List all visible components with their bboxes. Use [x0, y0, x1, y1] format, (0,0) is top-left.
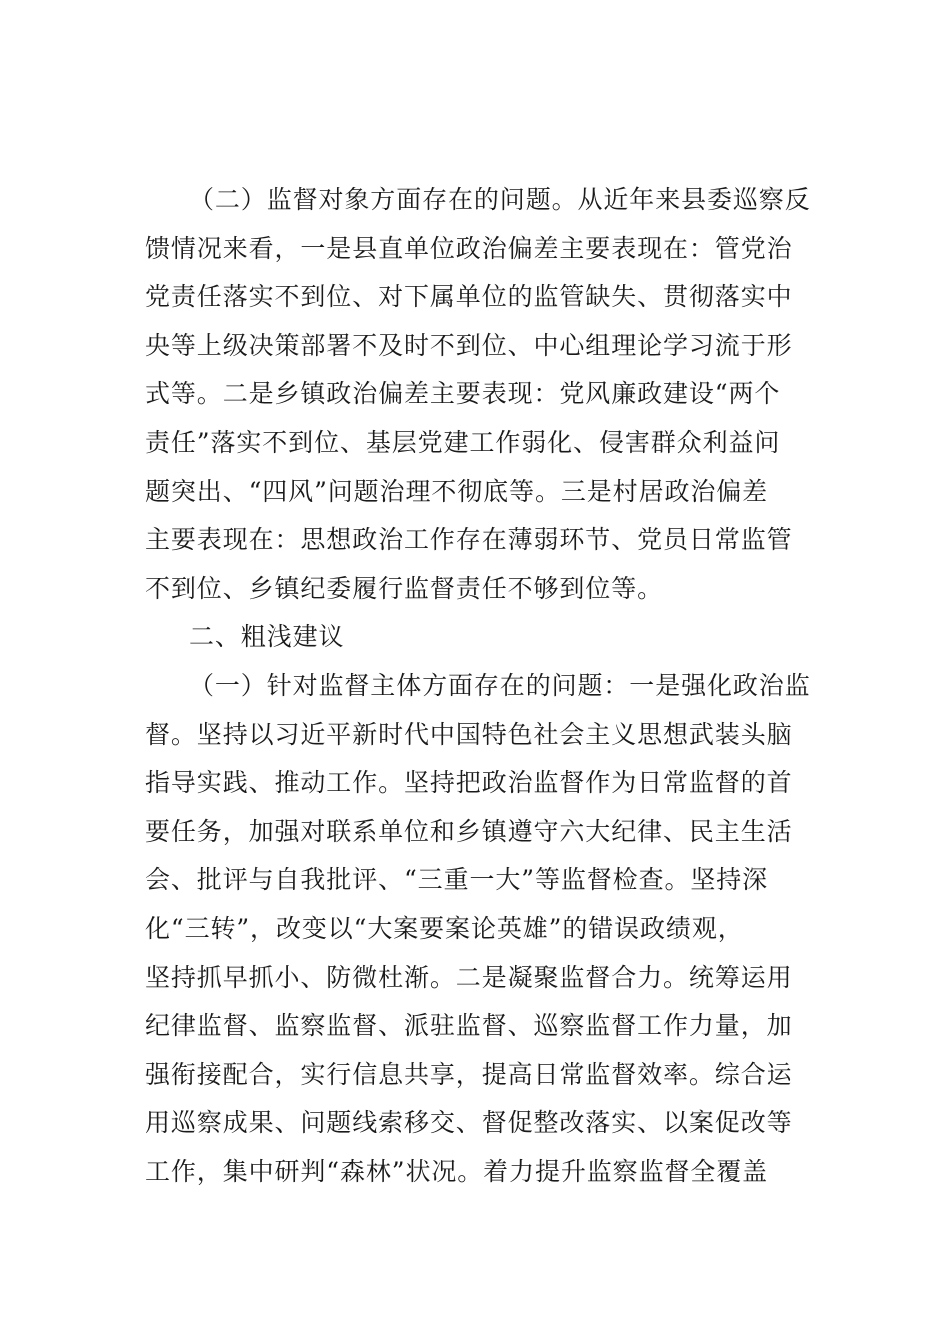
text-line: 党责任落实不到位、对下属单位的监管缺失、贯彻落实中 [145, 282, 793, 312]
text-line: 不到位、乡镇纪委履行监督责任不够到位等。 [145, 573, 664, 603]
paragraph-supervision-targets [145, 176, 811, 613]
text-line: （二）监督对象方面存在的问题。从近年来县委巡察反 [189, 185, 811, 214]
text-line: （一）针对监督主体方面存在的问题：一是强化政治监 [189, 670, 811, 700]
text-line: 会、批评与自我批评、“三重一大”等监督检查。坚持深 [145, 865, 769, 895]
heading-line: 二、粗浅建议 [189, 622, 345, 652]
paragraph-supervision-subject-suggestions [145, 662, 811, 1197]
text-line: 央等上级决策部署不及时不到位、中心组理论学习流于形 [145, 330, 793, 360]
text-line: 坚持抓早抓小、防微杜渐。二是凝聚监督合力。统筹运用 [145, 962, 793, 992]
text-line: 化“三转”，改变以“大案要案论英雄”的错误政绩观， [145, 913, 744, 943]
text-line: 纪律监督、监察监督、派驻监督、巡察监督工作力量，加 [145, 1011, 793, 1041]
text-line: 用巡察成果、问题线索移交、督促整改落实、以案促改等 [145, 1108, 793, 1138]
section-heading-suggestions [145, 613, 807, 662]
text-line: 馈情况来看，一是县直单位政治偏差主要表现在：管党治 [145, 233, 793, 263]
text-line: 题突出、“四风”问题治理不彻底等。三是村居政治偏差 [145, 476, 769, 506]
document-body [145, 176, 811, 1196]
text-line: 主要表现在：思想政治工作存在薄弱环节、党员日常监管 [145, 525, 793, 555]
text-line: 要任务，加强对联系单位和乡镇遵守六大纪律、民主生活 [145, 816, 793, 846]
text-line: 责任”落实不到位、基层党建工作弱化、侵害群众利益问 [145, 427, 781, 457]
text-line: 指导实践、推动工作。坚持把政治监督作为日常监督的首 [145, 768, 793, 798]
text-line: 督。坚持以习近平新时代中国特色社会主义思想武装头脑 [145, 719, 793, 749]
text-line: 式等。二是乡镇政治偏差主要表现：党风廉政建设“两个 [145, 379, 781, 409]
text-line: 强衔接配合，实行信息共享，提高日常监督效率。综合运 [145, 1059, 793, 1089]
text-line: 工作，集中研判“森林”状况。着力提升监察监督全覆盖 [145, 1156, 769, 1186]
